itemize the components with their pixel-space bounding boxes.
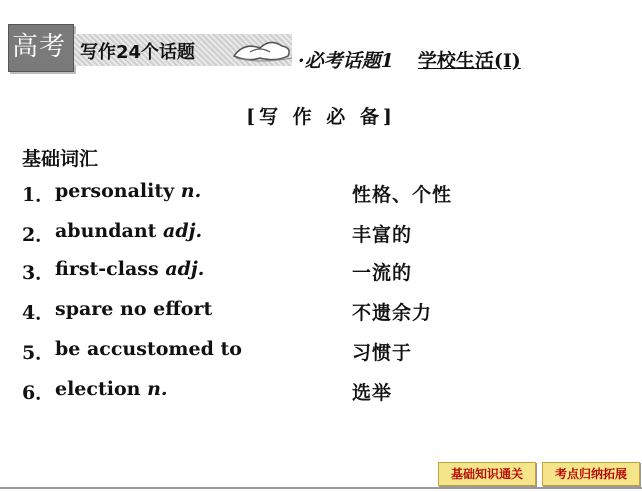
- basic-knowledge-button[interactable]: 基础知识通关: [438, 462, 536, 486]
- cloud-ornament-icon: [230, 34, 296, 64]
- vocab-meaning: 丰富的: [352, 224, 413, 246]
- vocab-pos: adj.: [163, 220, 203, 242]
- vocab-word: [55, 378, 168, 400]
- vocab-row: [22, 220, 622, 250]
- vocab-pos: n.: [180, 180, 202, 202]
- vocab-word: [55, 338, 242, 360]
- section-title: [写 作 必 备]: [246, 106, 396, 128]
- vocab-meaning: 不遗余力: [352, 302, 433, 324]
- vocab-word-text: abundant: [55, 220, 157, 242]
- topic-subtitle: [298, 46, 521, 73]
- vocab-row: [22, 338, 622, 368]
- vocab-word-text: be accustomed to: [55, 338, 242, 360]
- vocab-word: [55, 220, 202, 242]
- vocab-pos: n.: [147, 378, 168, 400]
- vocab-word-text: first-class: [55, 258, 159, 280]
- gaokao-badge-label: 高考: [12, 32, 67, 62]
- vocab-word-text: personality: [55, 180, 175, 202]
- bottom-divider: [0, 487, 642, 489]
- vocab-row: [22, 258, 622, 288]
- vocab-word: [55, 298, 212, 320]
- vocab-row: [22, 180, 622, 210]
- vocab-meaning: 性格、个性: [352, 184, 453, 206]
- vocab-word-text: election: [55, 378, 141, 400]
- category-title: 基础词汇: [22, 148, 99, 170]
- vocab-number: 4．: [22, 302, 55, 324]
- vocab-number: 3．: [22, 262, 55, 284]
- subtitle-prefix: ·必考话题1: [298, 50, 394, 72]
- vocab-number: 6．: [22, 382, 55, 404]
- vocab-meaning: 习惯于: [352, 342, 413, 364]
- vocab-word: [55, 258, 204, 280]
- vocab-word: [55, 180, 201, 202]
- vocab-row: [22, 298, 622, 328]
- subtitle-topic: 学校生活(Ⅰ): [417, 50, 521, 72]
- header: [0, 0, 642, 90]
- vocab-word-text: spare no effort: [55, 298, 213, 320]
- vocab-meaning: 选举: [352, 382, 393, 404]
- exam-points-button[interactable]: 考点归纳拓展: [542, 462, 640, 486]
- topic-banner-label: 写作24个话题: [80, 42, 196, 63]
- vocab-row: [22, 378, 622, 408]
- vocab-pos: adj.: [165, 258, 205, 280]
- vocab-number: 1．: [22, 184, 55, 206]
- vocab-number: 2．: [22, 224, 55, 246]
- vocab-number: 5．: [22, 342, 55, 364]
- vocab-meaning: 一流的: [352, 262, 413, 284]
